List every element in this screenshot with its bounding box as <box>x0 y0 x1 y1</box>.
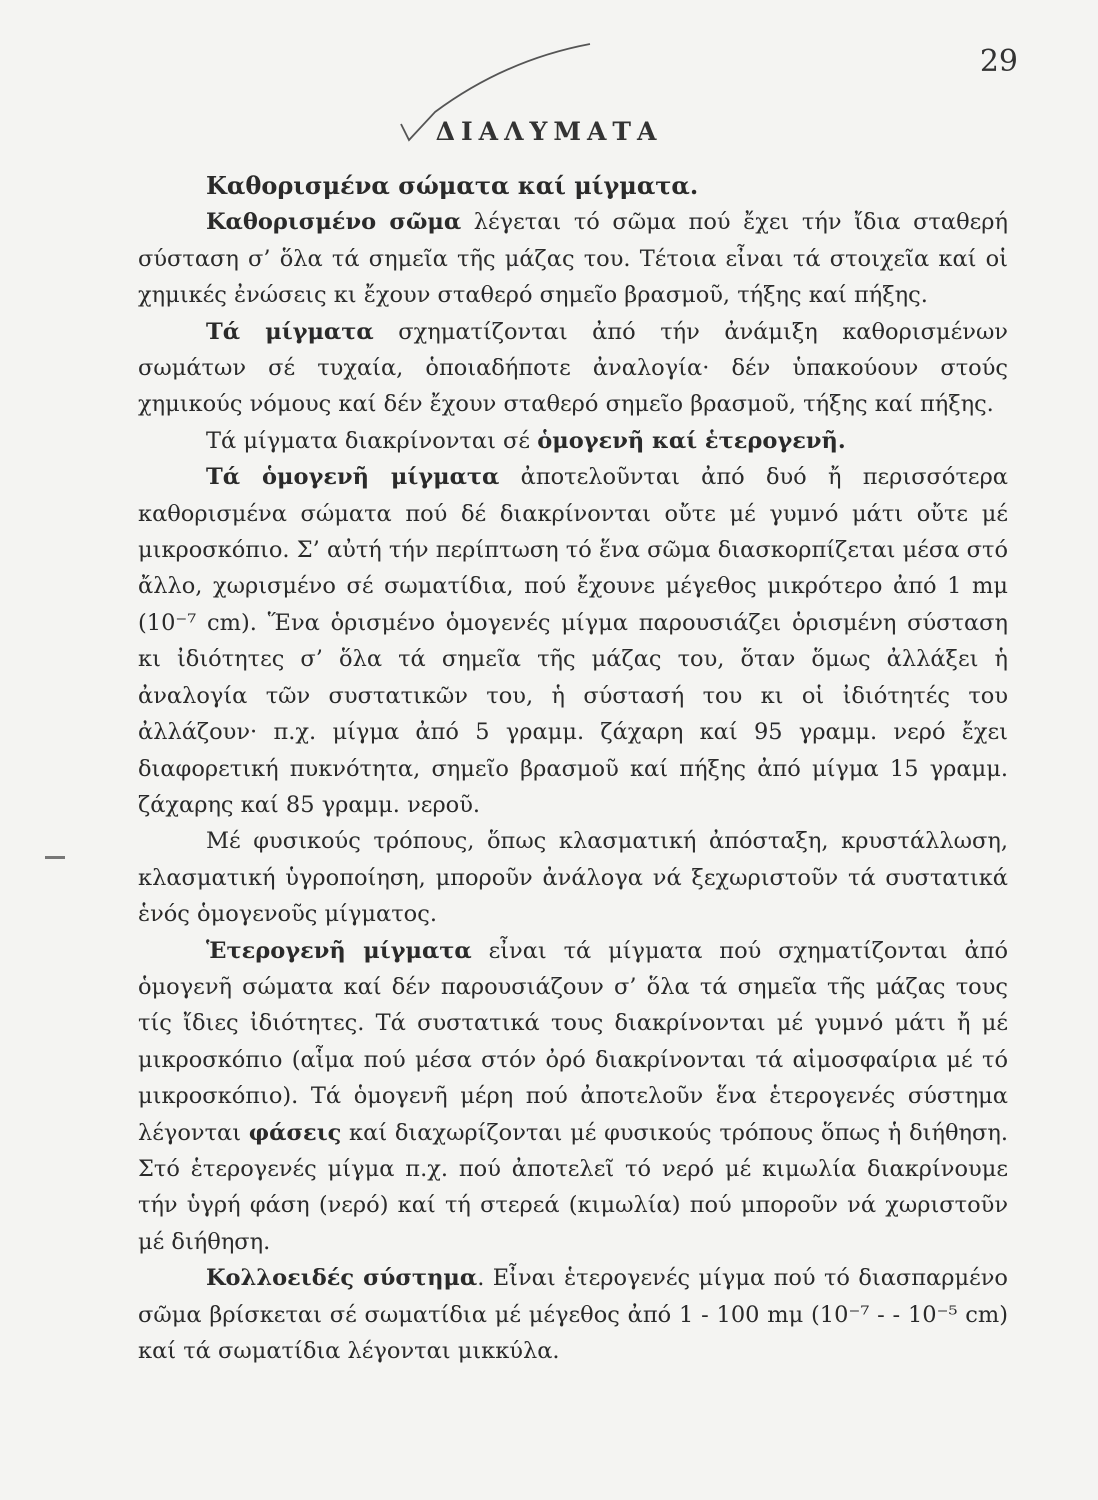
paragraph-heterogeneous <box>138 933 1008 1261</box>
paragraph-text: . Εἶναι ἑτερογενές μίγμα πού τό διασπαρμένο σῶμα βρίσκεται σέ σωματίδια μέ μέγεθος ἀπό 1 - 100 mμ (10⁻⁷ - - 10⁻⁵ cm) καί τά σωματίδια λέγονται μικκύλα. <box>138 1265 1008 1364</box>
paragraph-text: καί διαχωρίζονται μέ φυσικούς τρόπους ὅπως ἡ διήθηση. Στό ἑτερογενές μίγμα π.χ. πού ἀποτελεῖ τό νερό μέ κιμωλία διακρίνουμε τήν ὑγρή φάση (νερό) καί τή στερεά (κιμωλία) πού μποροῦν νά χωριστοῦν μέ διήθηση. <box>138 1119 1008 1255</box>
paragraph-text: σχηματίζονται ἀπό τήν ἀνάμιξη καθορισμένων σωμάτων σέ τυχαία, ὁποιαδήποτε ἀναλογία· δέν ὑπακούουν στούς χημικούς νόμους καί δέν ἔχουν σταθερό σημεῖο βρασμοῦ, τήξης καί πήξης. <box>138 318 1008 418</box>
term-homogeneous: Τά ὁμογενῆ μίγματα <box>206 464 500 491</box>
paragraph-text: Τά μίγματα διακρίνονται σέ <box>206 427 538 454</box>
paragraph-colloidal <box>138 1260 1008 1369</box>
margin-mark <box>45 856 65 859</box>
paragraph-homogeneous <box>138 459 1008 823</box>
page-number: 29 <box>979 44 1018 79</box>
section-title: ΔΙΑΛΥΜΑΤΑ <box>435 117 663 146</box>
document-body <box>138 168 1008 1369</box>
term-defined-body: Καθορισμένο σῶμα <box>206 209 462 236</box>
term-heterogeneous: Ἑτερογενῆ μίγματα <box>206 937 472 964</box>
term-phases: φάσεις <box>248 1119 342 1146</box>
paragraph-text: λέγεται τό σῶμα πού ἔχει τήν ἴδια σταθερή σύσταση σ’ ὅλα τά σημεῖα τῆς μάζας του. Τέτοια εἶναι τά στοιχεῖα καί οἱ χημικές ἐνώσεις κι ἔχουν σταθερό σημεῖο βρασμοῦ, τήξης καί πήξης. <box>138 209 1008 309</box>
paragraph-separation-methods <box>138 823 1008 932</box>
paragraph-mixture-types <box>138 423 1008 459</box>
term-mixtures: Τά μίγματα <box>206 318 374 345</box>
subheading: Καθορισμένα σώματα καί μίγματα. <box>206 171 699 200</box>
paragraph-text: εἶναι τά μίγματα πού σχηματίζονται ἀπό ὁμογενῆ σώματα καί δέν παρουσιάζουν σ’ ὅλα τά σημεῖα τῆς μάζας τους τίς ἴδιες ἰδιότητες. Τά συστατικά τους διακρίνονται μέ γυμνό μάτι ἤ μέ μικροσκόπιο (αἷμα πού μέσα στόν ὀρό διακρίνονται τά αἱμοσφαίρια μέ τό μικροσκόπιο). Τά ὁμογενῆ μέρη πού ἀποτελοῦν ἕνα ἑτερογενές σύστημα λέγονται <box>138 937 1008 1146</box>
paragraph-text: ἀποτελοῦνται ἀπό δυό ἤ περισσότερα καθορισμένα σώματα πού δέ διακρίνονται οὔτε μέ γυμνό μάτι οὔτε μέ μικροσκόπιο. Σ’ αὐτή τήν περίπτωση τό ἕνα σῶμα διασκορπίζεται μέσα στό ἄλλο, χωρισμένο σέ σωματίδια, πού ἔχουνε μέγεθος μικρότερο ἀπό 1 mμ (10⁻⁷ cm). Ἕνα ὁρισμένο ὁμογενές μίγμα παρουσιάζει ὁρισμένη σύσταση κι ἰδιότητες σ’ ὅλα τά σημεῖα τῆς μάζας του, ὅταν ὅμως ἀλλάξει ἡ ἀναλογία τῶν συστατικῶν του, ἡ σύστασή του κι οἱ ἰδιότητές του ἀλλάζουν· π.χ. μίγμα ἀπό 5 γραμμ. ζάχαρη καί 95 γραμμ. νερό ἔχει διαφορετική πυκνότητα, σημεῖο βρασμοῦ καί πήξης ἀπό μίγμα 15 γραμμ. ζάχαρης καί 85 γραμμ. νεροῦ. <box>138 464 1008 818</box>
paragraph-text: Μέ φυσικούς τρόπους, ὅπως κλασματική ἀπόσταξη, κρυστάλλωση, κλασματική ὑγροποίηση, μποροῦν ἀνάλογα νά ξεχωριστοῦν τά συστατικά ἑνός ὁμογενοῦς μίγματος. <box>138 828 1008 928</box>
term-colloidal: Κολλοειδές σύστημα <box>206 1265 478 1292</box>
term-mixture-types: ὁμογενῆ καί ἑτερογενῆ. <box>537 427 846 454</box>
paragraph-mixtures <box>138 314 1008 423</box>
paragraph-defined-body <box>138 204 1008 313</box>
